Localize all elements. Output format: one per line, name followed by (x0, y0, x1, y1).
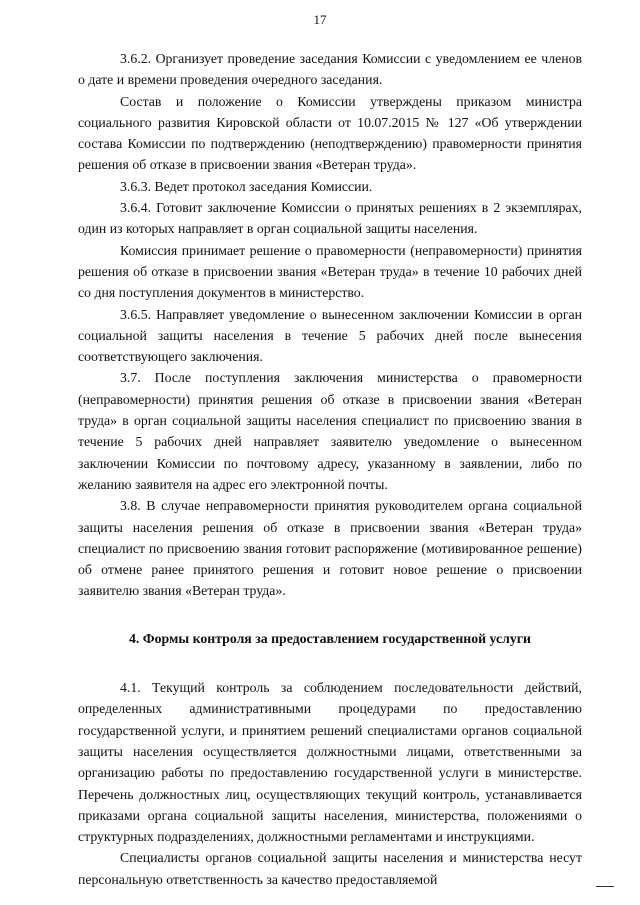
paragraph-3-6-4: 3.6.4. Готовит заключение Комиссии о принятых решениях в 2 экземплярах, один из которых направляет в орган социальной защиты населения. (78, 200, 582, 237)
paragraph-4-1: 4.1. Текущий контроль за соблюдением последовательности действий, определенных административными процедурами по предоставлению государственной услуги, и принятием решений специалистами органов социальной защиты населения осуществляется должностными лицами, ответственными за организацию работы по предоставлению государственной услуги в министерстве. Перечень должностных лиц, осуществляющих текущий контроль, устанавливается приказами органа социальной защиты населения, министерства, положениями о структурных подразделениях, должностными регламентами и инструкциями. (78, 680, 582, 845)
paragraph-3-7: 3.7. После поступления заключения министерства о правомерности (неправомерности) принятия решения об отказе в присвоении звания «Ветеран труда» в орган социальной защиты населения специалист по присвоению звания в течение 5 рабочих дней направляет заявителю уведомление о вынесенном заключении Комиссии по почтовому адресу, указанному в заявлении, либо по желанию заявителя на адрес его электронной почты. (78, 370, 582, 492)
paragraph-commission-composition: Состав и положение о Комиссии утверждены приказом министра социального развития Кировской области от 10.07.2015 № 127 «Об утверждении состава Комиссии по подтверждению (неподтверждению) правомерности принятия решения об отказе в присвоении звания «Ветеран труда». (78, 93, 582, 173)
paragraph-3-8: 3.8. В случае неправомерности принятия руководителем органа социальной защиты населения решения об отказе в присвоении звания «Ветеран труда» специалист по присвоению звания готовит распоряжение (мотивированное решение) об отмене ранее принятого решения и готовит новое решение о присвоении заявителю звания «Ветеран труда». (78, 498, 582, 599)
paragraph-3-6-3: 3.6.3. Ведет протокол заседания Комиссии. (120, 178, 373, 194)
paragraph-responsibility: Специалисты органов социальной защиты населения и министерства несут персональную ответственность за качество предоставляемой (78, 850, 582, 887)
scan-mark-divider (596, 886, 614, 887)
section-heading: 4. Формы контроля за предоставлением государственной услуги (128, 630, 531, 646)
paragraph-3-6-2: 3.6.2. Организует проведение заседания Комиссии с уведомлением ее членов о дате и времени проведения очередного заседания. (78, 51, 582, 88)
document-body (78, 48, 582, 890)
page-number: 17 (313, 12, 327, 27)
paragraph-commission-decision: Комиссия принимает решение о правомерности (неправомерности) принятия решения об отказе в присвоении звания «Ветеран труда» в течение 10 рабочих дней со дня поступления документов в министерство. (78, 242, 582, 301)
paragraph-3-6-5: 3.6.5. Направляет уведомление о вынесенном заключении Комиссии в орган социальной защиты населения в течение 5 рабочих дней после вынесения соответствующего заключения. (78, 306, 582, 365)
